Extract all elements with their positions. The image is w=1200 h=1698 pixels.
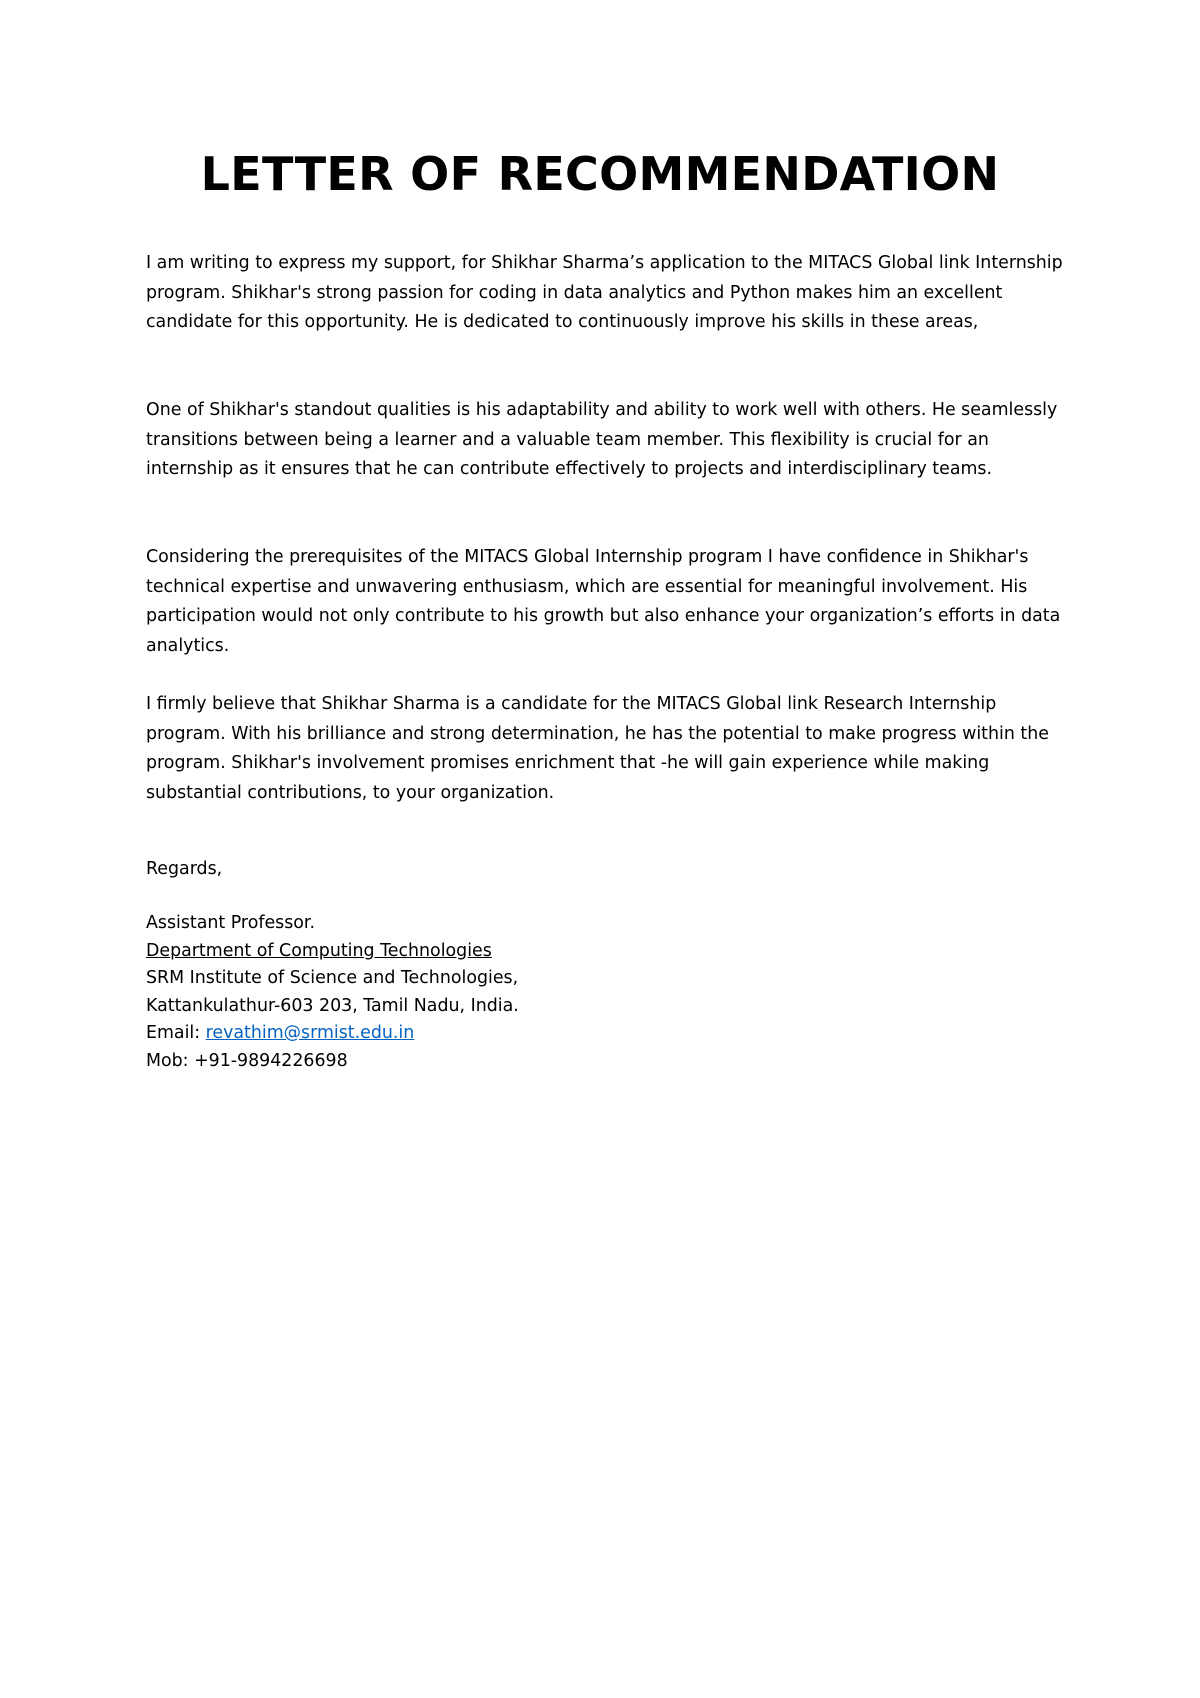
signature-address: Kattankulathur-603 203, Tamil Nadu, India.	[146, 995, 519, 1016]
closing-regards: Regards,	[146, 859, 223, 879]
signature-position: Assistant Professor.	[146, 913, 316, 933]
signature-institute: SRM Institute of Science and Technologies,	[146, 968, 519, 988]
letter-title: LETTER OF RECOMMENDATION	[200, 147, 1000, 201]
paragraph-introduction: I am writing to express my support, for Shikhar Sharma’s application to the MITACS Global link Internship program. Shikhar's strong passion for coding in data analytics and Python makes him an excellent candidate for this opportunity. He is dedicated to continuously improve his skills in these areas,	[146, 253, 1063, 332]
email-label: Email:	[146, 1023, 206, 1043]
signature-mobile: Mob: +91-9894226698	[146, 1050, 348, 1071]
signature-department: Department of Computing Technologies	[146, 940, 492, 961]
paragraph-conclusion: I firmly believe that Shikhar Sharma is a candidate for the MITACS Global link Research Internship program. With his brilliance and strong determination, he has the potential to make progress within the program. Shikhar's involvement promises enrichment that -he will gain experience while making substantial contributions, to your organization.	[146, 694, 1049, 803]
paragraph-confidence: Considering the prerequisites of the MITACS Global Internship program I have confidence in Shikhar's technical expertise and unwavering enthusiasm, which are essential for meaningful involvement. His participation would not only contribute to his growth but also enhance your organization’s efforts in data analytics.	[146, 547, 1061, 656]
email-link[interactable]: revathim@srmist.edu.in	[205, 1023, 415, 1043]
signature-block	[146, 910, 846, 1075]
signature-email-line	[146, 1020, 846, 1048]
paragraph-qualities: One of Shikhar's standout qualities is his adaptability and ability to work well with others. He seamlessly transitions between being a learner and a valuable team member. This flexibility is crucial for an internship as it ensures that he can contribute effectively to projects and interdisciplinary teams.	[146, 400, 1058, 479]
